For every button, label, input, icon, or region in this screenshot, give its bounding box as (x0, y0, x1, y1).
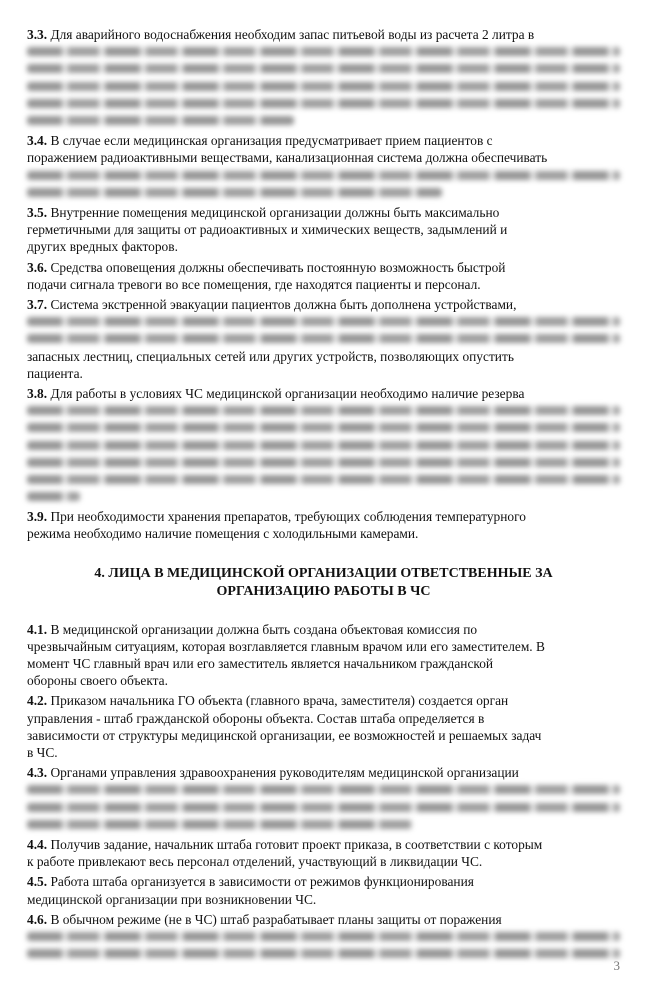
text-line: Приказом начальника ГО объекта (главного врача, заместителя) создается орган (47, 693, 509, 709)
blurred-text (27, 437, 620, 454)
text-line: Для работы в условиях ЧС медицинской организации необходимо наличие резерва (47, 385, 525, 401)
text-line: зависимости от структуры медицинской организации, ее возможностей и решаемых задач (27, 727, 542, 743)
paragraph-4-2 (27, 692, 620, 761)
text-line: медицинской организации при возникновении ЧС. (27, 891, 317, 907)
blurred-text (27, 95, 620, 112)
item-number: 4.3. (27, 765, 48, 781)
text-line: герметичными для защиты от радиоактивных и химических веществ, задымлений и (27, 222, 508, 238)
text-line: Внутренние помещения медицинской организации должны быть максимально (47, 204, 500, 220)
paragraph-3-4 (27, 132, 620, 201)
blurred-text (27, 330, 620, 347)
text-line: запасных лестниц, специальных сетей или других устройств, позволяющих опустить (27, 348, 514, 364)
text-line: Для аварийного водоснабжения необходим запас питьевой воды из расчета 2 литра в (47, 27, 535, 42)
paragraph-3-9 (27, 508, 620, 542)
item-number: 3.7. (27, 296, 48, 312)
paragraph-4-5 (27, 873, 620, 907)
text-line: в ЧС. (27, 745, 58, 761)
blurred-text (27, 488, 620, 505)
text-line: В случае если медицинская организация предусматривает прием пациентов с (47, 133, 493, 149)
blurred-text (27, 313, 620, 330)
paragraph-3-8 (27, 385, 620, 505)
blurred-text (27, 454, 620, 471)
text-line: В обычном режиме (не в ЧС) штаб разрабатывает планы защиты от поражения (47, 911, 502, 927)
paragraph-4-1 (27, 621, 620, 690)
paragraph-4-6 (27, 911, 620, 963)
text-line: чрезвычайным ситуациям, которая возглавляется главным врачом или его заместителем. В (27, 638, 545, 654)
heading-line: ОРГАНИЗАЦИЮ РАБОТЫ В ЧС (216, 583, 431, 599)
item-number: 4.6. (27, 911, 48, 927)
blurred-text (27, 945, 620, 962)
blurred-text (27, 43, 620, 60)
item-number: 4.5. (27, 874, 48, 890)
text-line: Получив задание, начальник штаба готовит проект приказа, в соответствии с которым (47, 837, 543, 853)
blurred-text (27, 78, 620, 95)
text-line: подачи сигнала тревоги во все помещения, где находятся пациенты и персонал. (27, 276, 481, 292)
item-number: 4.4. (27, 837, 48, 853)
text-line: других вредных факторов. (27, 239, 178, 255)
text-line: Система экстренной эвакуации пациентов должна быть дополнена устройствами, (47, 296, 517, 312)
blurred-text (27, 112, 620, 129)
paragraph-3-6 (27, 259, 620, 293)
paragraph-3-5 (27, 204, 620, 256)
item-number: 3.4. (27, 133, 48, 149)
item-number: 3.8. (27, 385, 48, 401)
text-line: управления - штаб гражданской обороны объекта. Состав штаба определяется в (27, 710, 485, 726)
blurred-text (27, 184, 620, 201)
blurred-text (27, 781, 620, 798)
text-line: В медицинской организации должна быть создана объектовая комиссия по (47, 621, 478, 637)
item-number: 4.1. (27, 621, 48, 637)
blurred-text (27, 471, 620, 488)
item-number: 4.2. (27, 693, 48, 709)
text-line: Средства оповещения должны обеспечивать постоянную возможность быстрой (47, 259, 506, 275)
blurred-text (27, 799, 620, 816)
blurred-text (27, 402, 620, 419)
paragraph-3-3 (27, 26, 620, 129)
text-line: обороны своего объекта. (27, 673, 168, 689)
text-line: Работа штаба организуется в зависимости от режимов функционирования (47, 874, 474, 890)
text-line: к работе привлекают весь персонал отделений, участвующий в ликвидации ЧС. (27, 854, 483, 870)
blurred-text (27, 419, 620, 436)
blurred-text (27, 167, 620, 184)
text-line: поражением радиоактивными веществами, канализационная система должна обеспечивать (27, 150, 548, 166)
paragraph-4-3 (27, 764, 620, 833)
item-number: 3.3. (27, 27, 48, 42)
blurred-text (27, 816, 620, 833)
heading-line: 4. ЛИЦА В МЕДИЦИНСКОЙ ОРГАНИЗАЦИИ ОТВЕТСТВЕННЫЕ ЗА (94, 565, 553, 581)
text-line: момент ЧС главный врач или его заместитель является начальником гражданской (27, 656, 494, 672)
paragraph-4-4 (27, 836, 620, 870)
text-line: режима необходимо наличие помещения с холодильными камерами. (27, 526, 419, 542)
text-line: пациента. (27, 365, 83, 381)
item-number: 3.9. (27, 509, 48, 525)
blurred-text (27, 928, 620, 945)
blurred-text (27, 60, 620, 77)
item-number: 3.6. (27, 259, 48, 275)
text-line: При необходимости хранения препаратов, требующих соблюдения температурного (47, 509, 526, 525)
page-number: 3 (613, 958, 620, 973)
item-number: 3.5. (27, 204, 48, 220)
section-heading (27, 565, 620, 601)
paragraph-3-7 (27, 296, 620, 382)
text-line: Органами управления здравоохранения руководителям медицинской организации (47, 765, 519, 781)
